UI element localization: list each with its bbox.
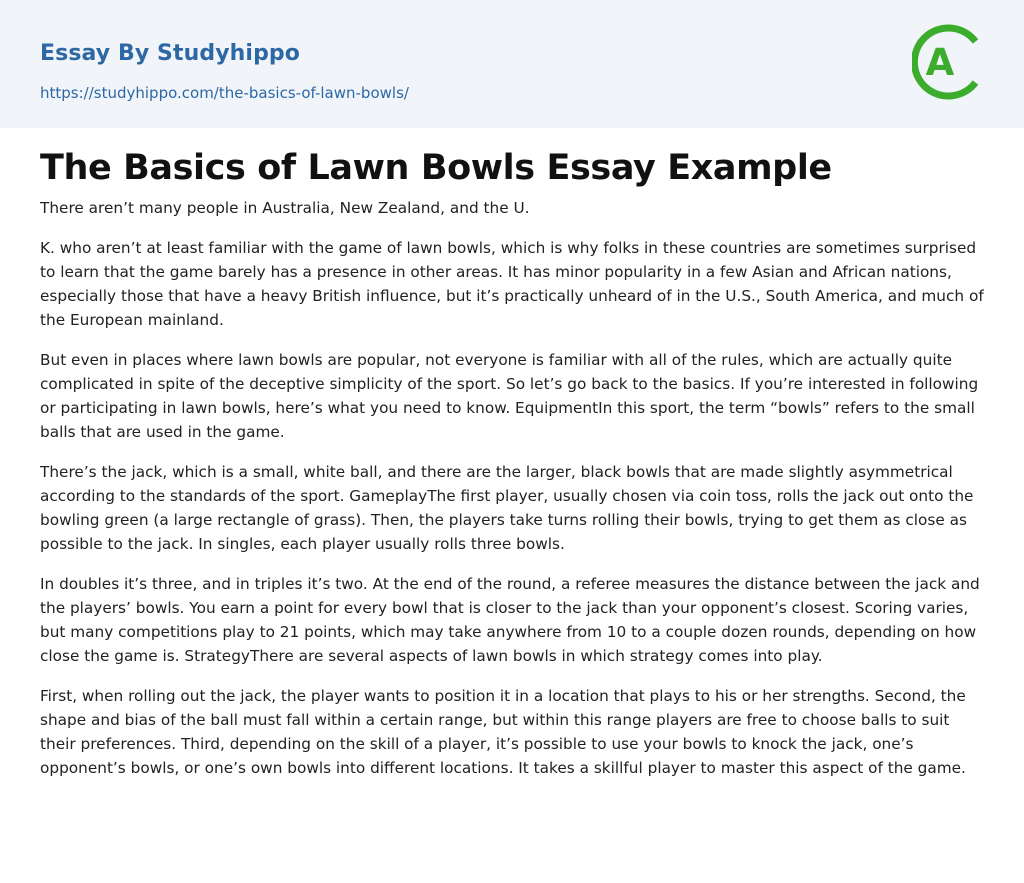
brand-title[interactable]: Essay By Studyhippo [40, 41, 300, 66]
essay-content [40, 140, 984, 796]
essay-title: The Basics of Lawn Bowls Essay Example [40, 148, 832, 188]
essay-paragraph: There’s the jack, which is a small, white ball, and there are the larger, black bowls that are made slightly asymmetrical according to the standards of the sport. GameplayThe first player, usually chosen via coin toss, rolls the jack out onto the bowling green (a large rectangle of grass). Then, the players take turns rolling their bowls, trying to get them as close as possible to the jack. In singles, each player usually rolls three bowls. [40, 463, 974, 553]
essay-paragraph: But even in places where lawn bowls are popular, not everyone is familiar with all of the rules, which are actually quite complicated in spite of the deceptive simplicity of the sport. So let’s go back to the basics. If you’re interested in following or participating in lawn bowls, here’s what you need to know. EquipmentIn this sport, the term “bowls” refers to the small balls that are used in the game. [40, 351, 979, 441]
essay-paragraph: First, when rolling out the jack, the player wants to position it in a location that plays to his or her strengths. Second, the shape and bias of the ball must fall within a certain range, but within this range players are free to choose balls to suit their preferences. Third, depending on the skill of a player, it’s possible to use your bowls to knock the jack, one’s opponent’s bowls, or one’s own bowls into different locations. It takes a skillful player to master this aspect of the game. [40, 687, 966, 777]
logo-letter: A [925, 41, 955, 84]
studyhippo-logo-icon[interactable] [912, 19, 986, 105]
essay-url-link[interactable]: https://studyhippo.com/the-basics-of-lawn-bowls/ [40, 84, 409, 102]
site-header [0, 0, 1024, 128]
essay-paragraph: K. who aren’t at least familiar with the game of lawn bowls, which is why folks in these countries are sometimes surprised to learn that the game barely has a presence in other areas. It has minor popularity in a few Asian and African nations, especially those that have a heavy British influence, but it’s practically unheard of in the U.S., South America, and much of the European mainland. [40, 239, 984, 329]
essay-paragraph: In doubles it’s three, and in triples it’s two. At the end of the round, a referee measures the distance between the jack and the players’ bowls. You earn a point for every bowl that is closer to the jack than your opponent’s closest. Scoring varies, but many competitions play to 21 points, which may take anywhere from 10 to a couple dozen rounds, depending on how close the game is. StrategyThere are several aspects of lawn bowls in which strategy comes into play. [40, 575, 980, 665]
essay-paragraph: There aren’t many people in Australia, New Zealand, and the U. [40, 199, 530, 217]
